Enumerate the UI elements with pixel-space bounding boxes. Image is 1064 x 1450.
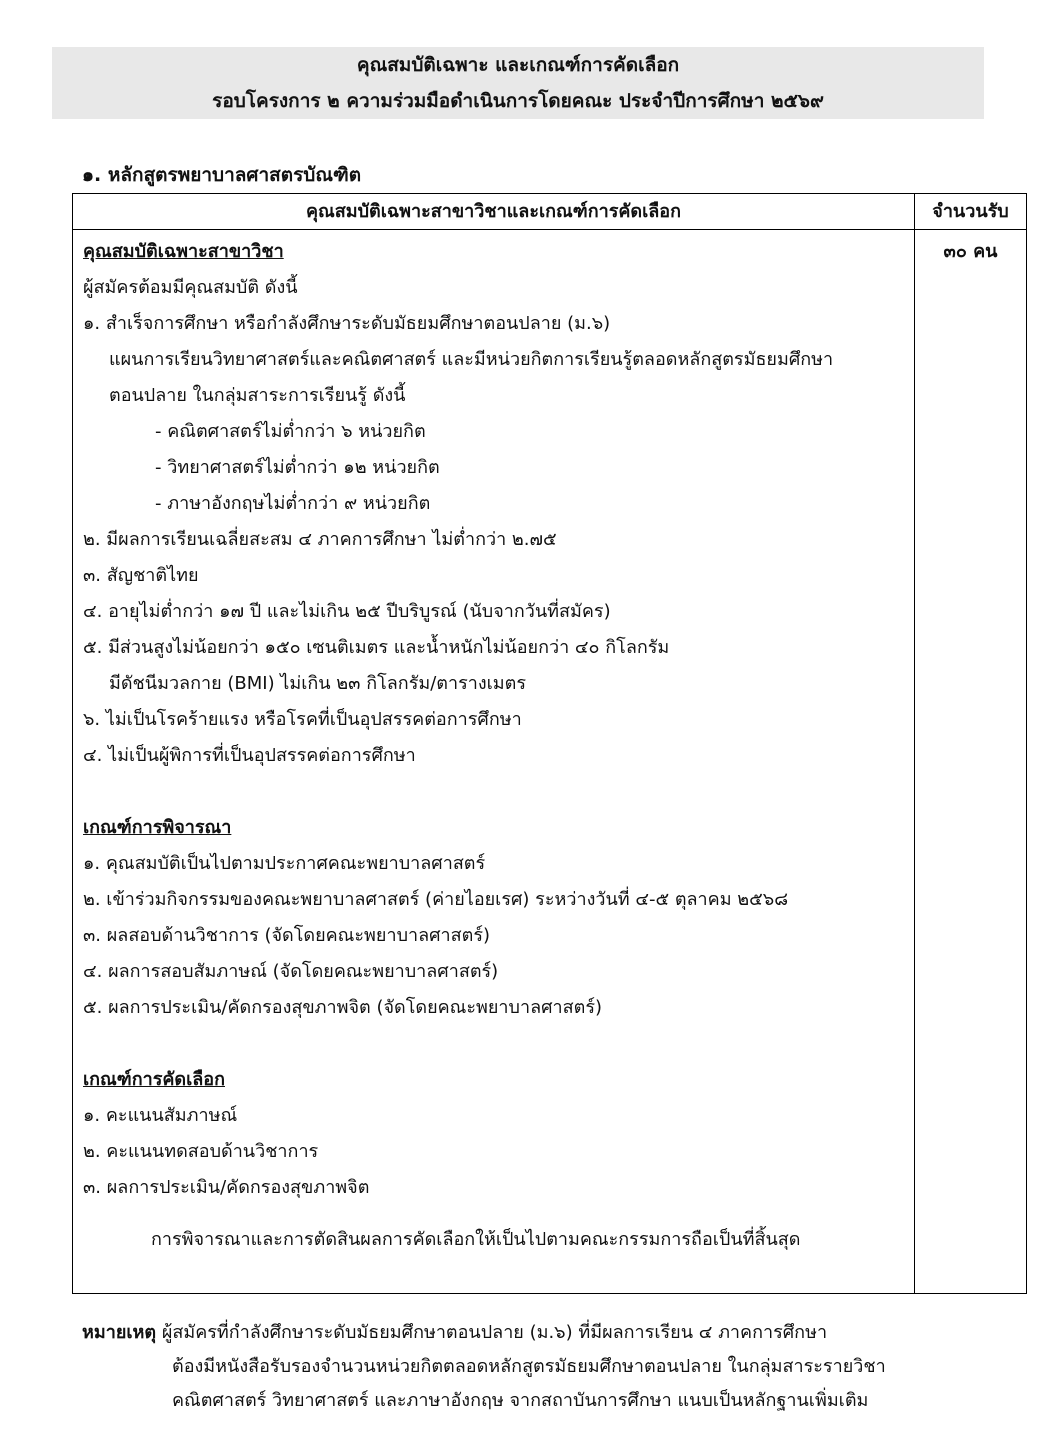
qualification-sub-item-science: - วิทยาศาสตร์ไม่ต่ำกว่า ๑๒ หน่วยกิต bbox=[155, 457, 440, 478]
consideration-item-2: ๒. เข้าร่วมกิจกรรมของคณะพยาบาลศาสตร์ (ค่ายไอยเรศ) ระหว่างวันที่ ๔-๕ ตุลาคม ๒๕๖๘ bbox=[83, 889, 789, 910]
qualification-item-2: ๒. มีผลการเรียนเฉลี่ยสะสม ๔ ภาคการศึกษา ไม่ต่ำกว่า ๒.๗๕ bbox=[83, 529, 557, 550]
spacer bbox=[83, 774, 908, 810]
note-line-1: ผู้สมัครที่กำลังศึกษาระดับมัธยมศึกษาตอนปลาย (ม.๖) ที่มีผลการเรียน ๔ ภาคการศึกษา bbox=[161, 1322, 828, 1343]
qualification-item-1: ๑. สำเร็จการศึกษา หรือกำลังศึกษาระดับมัธยมศึกษาตอนปลาย (ม.๖) bbox=[83, 313, 611, 334]
spacer bbox=[83, 1026, 908, 1062]
selection-item-1: ๑. คะแนนสัมภาษณ์ bbox=[83, 1105, 238, 1126]
consideration-item-3: ๓. ผลสอบด้านวิชาการ (จัดโดยคณะพยาบาลศาสตร์) bbox=[83, 925, 491, 946]
selection-item-2: ๒. คะแนนทดสอบด้านวิชาการ bbox=[83, 1141, 319, 1162]
qualification-item-7: ๔. ไม่เป็นผู้พิการที่เป็นอุปสรรคต่อการศึกษา bbox=[83, 745, 416, 766]
criteria-content bbox=[83, 234, 908, 1258]
consideration-item-4: ๔. ผลการสอบสัมภาษณ์ (จัดโดยคณะพยาบาลศาสตร์) bbox=[83, 961, 499, 982]
column-header-quota: จำนวนรับ bbox=[932, 201, 1009, 222]
quota-value: ๓๐ คน bbox=[943, 241, 998, 262]
criteria-table bbox=[72, 193, 1027, 1294]
qualification-item-1-cont-1: แผนการเรียนวิทยาศาสตร์และคณิตศาสตร์ และมีหน่วยกิตการเรียนรู้ตลอดหลักสูตรมัธยมศึกษา bbox=[109, 349, 834, 370]
header-title-line1: คุณสมบัติเฉพาะ และเกณฑ์การคัดเลือก bbox=[356, 54, 680, 76]
document-header bbox=[52, 47, 984, 119]
table-header-row bbox=[73, 194, 1026, 230]
qualification-item-5: ๕. มีส่วนสูงไม่น้อยกว่า ๑๕๐ เซนติเมตร และน้ำหนักไม่น้อยกว่า ๔๐ กิโลกรัม bbox=[83, 637, 670, 658]
note-line-3: คณิตศาสตร์ วิทยาศาสตร์ และภาษาอังกฤษ จากสถาบันการศึกษา แนบเป็นหลักฐานเพิ่มเติม bbox=[172, 1390, 869, 1411]
section-title: ๑. หลักสูตรพยาบาลศาสตรบัณฑิต bbox=[82, 164, 362, 186]
note-label: หมายเหตุ bbox=[82, 1322, 157, 1343]
selection-item-3: ๓. ผลการประเมิน/คัดกรองสุขภาพจิต bbox=[83, 1177, 370, 1198]
column-divider bbox=[914, 194, 915, 1293]
qualification-sub-item-english: - ภาษาอังกฤษไม่ต่ำกว่า ๙ หน่วยกิต bbox=[155, 493, 431, 514]
qualification-item-5-cont: มีดัชนีมวลกาย (BMI) ไม่เกิน ๒๓ กิโลกรัม/ตารางเมตร bbox=[109, 673, 527, 694]
qualification-item-1-cont-2: ตอนปลาย ในกลุ่มสาระการเรียนรู้ ดังนี้ bbox=[109, 385, 406, 406]
qualification-sub-item-math: - คณิตศาสตร์ไม่ต่ำกว่า ๖ หน่วยกิต bbox=[155, 421, 426, 442]
qualification-item-3: ๓. สัญชาติไทย bbox=[83, 565, 199, 586]
selection-final-statement: การพิจารณาและการตัดสินผลการคัดเลือกให้เป็นไปตามคณะกรรมการถือเป็นที่สิ้นสุด bbox=[151, 1229, 801, 1250]
consideration-item-1: ๑. คุณสมบัติเป็นไปตามประกาศคณะพยาบาลศาสตร์ bbox=[83, 853, 486, 874]
qualification-item-6: ๖. ไม่เป็นโรคร้ายแรง หรือโรคที่เป็นอุปสรรคต่อการศึกษา bbox=[83, 709, 522, 730]
qualifications-intro: ผู้สมัครต้อมมีคุณสมบัติ ดังนี้ bbox=[83, 277, 298, 298]
selection-heading: เกณฑ์การคัดเลือก bbox=[83, 1069, 225, 1090]
note-line-2: ต้องมีหนังสือรับรองจำนวนหน่วยกิตตลอดหลักสูตรมัธยมศึกษาตอนปลาย ในกลุ่มสาระรายวิชา bbox=[172, 1356, 886, 1377]
header-title-line2: รอบโครงการ ๒ ความร่วมมือดำเนินการโดยคณะ ประจำปีการศึกษา ๒๕๖๙ bbox=[212, 90, 824, 112]
qualifications-heading: คุณสมบัติเฉพาะสาขาวิชา bbox=[83, 241, 284, 262]
qualification-item-4: ๔. อายุไม่ต่ำกว่า ๑๗ ปี และไม่เกิน ๒๕ ปีบริบูรณ์ (นับจากวันที่สมัคร) bbox=[83, 601, 611, 622]
note-block bbox=[82, 1316, 1022, 1418]
consideration-heading: เกณฑ์การพิจารณา bbox=[83, 817, 232, 838]
column-header-criteria: คุณสมบัติเฉพาะสาขาวิชาและเกณฑ์การคัดเลือก bbox=[306, 201, 681, 222]
consideration-item-5: ๕. ผลการประเมิน/คัดกรองสุขภาพจิต (จัดโดยคณะพยาบาลศาสตร์) bbox=[83, 997, 603, 1018]
